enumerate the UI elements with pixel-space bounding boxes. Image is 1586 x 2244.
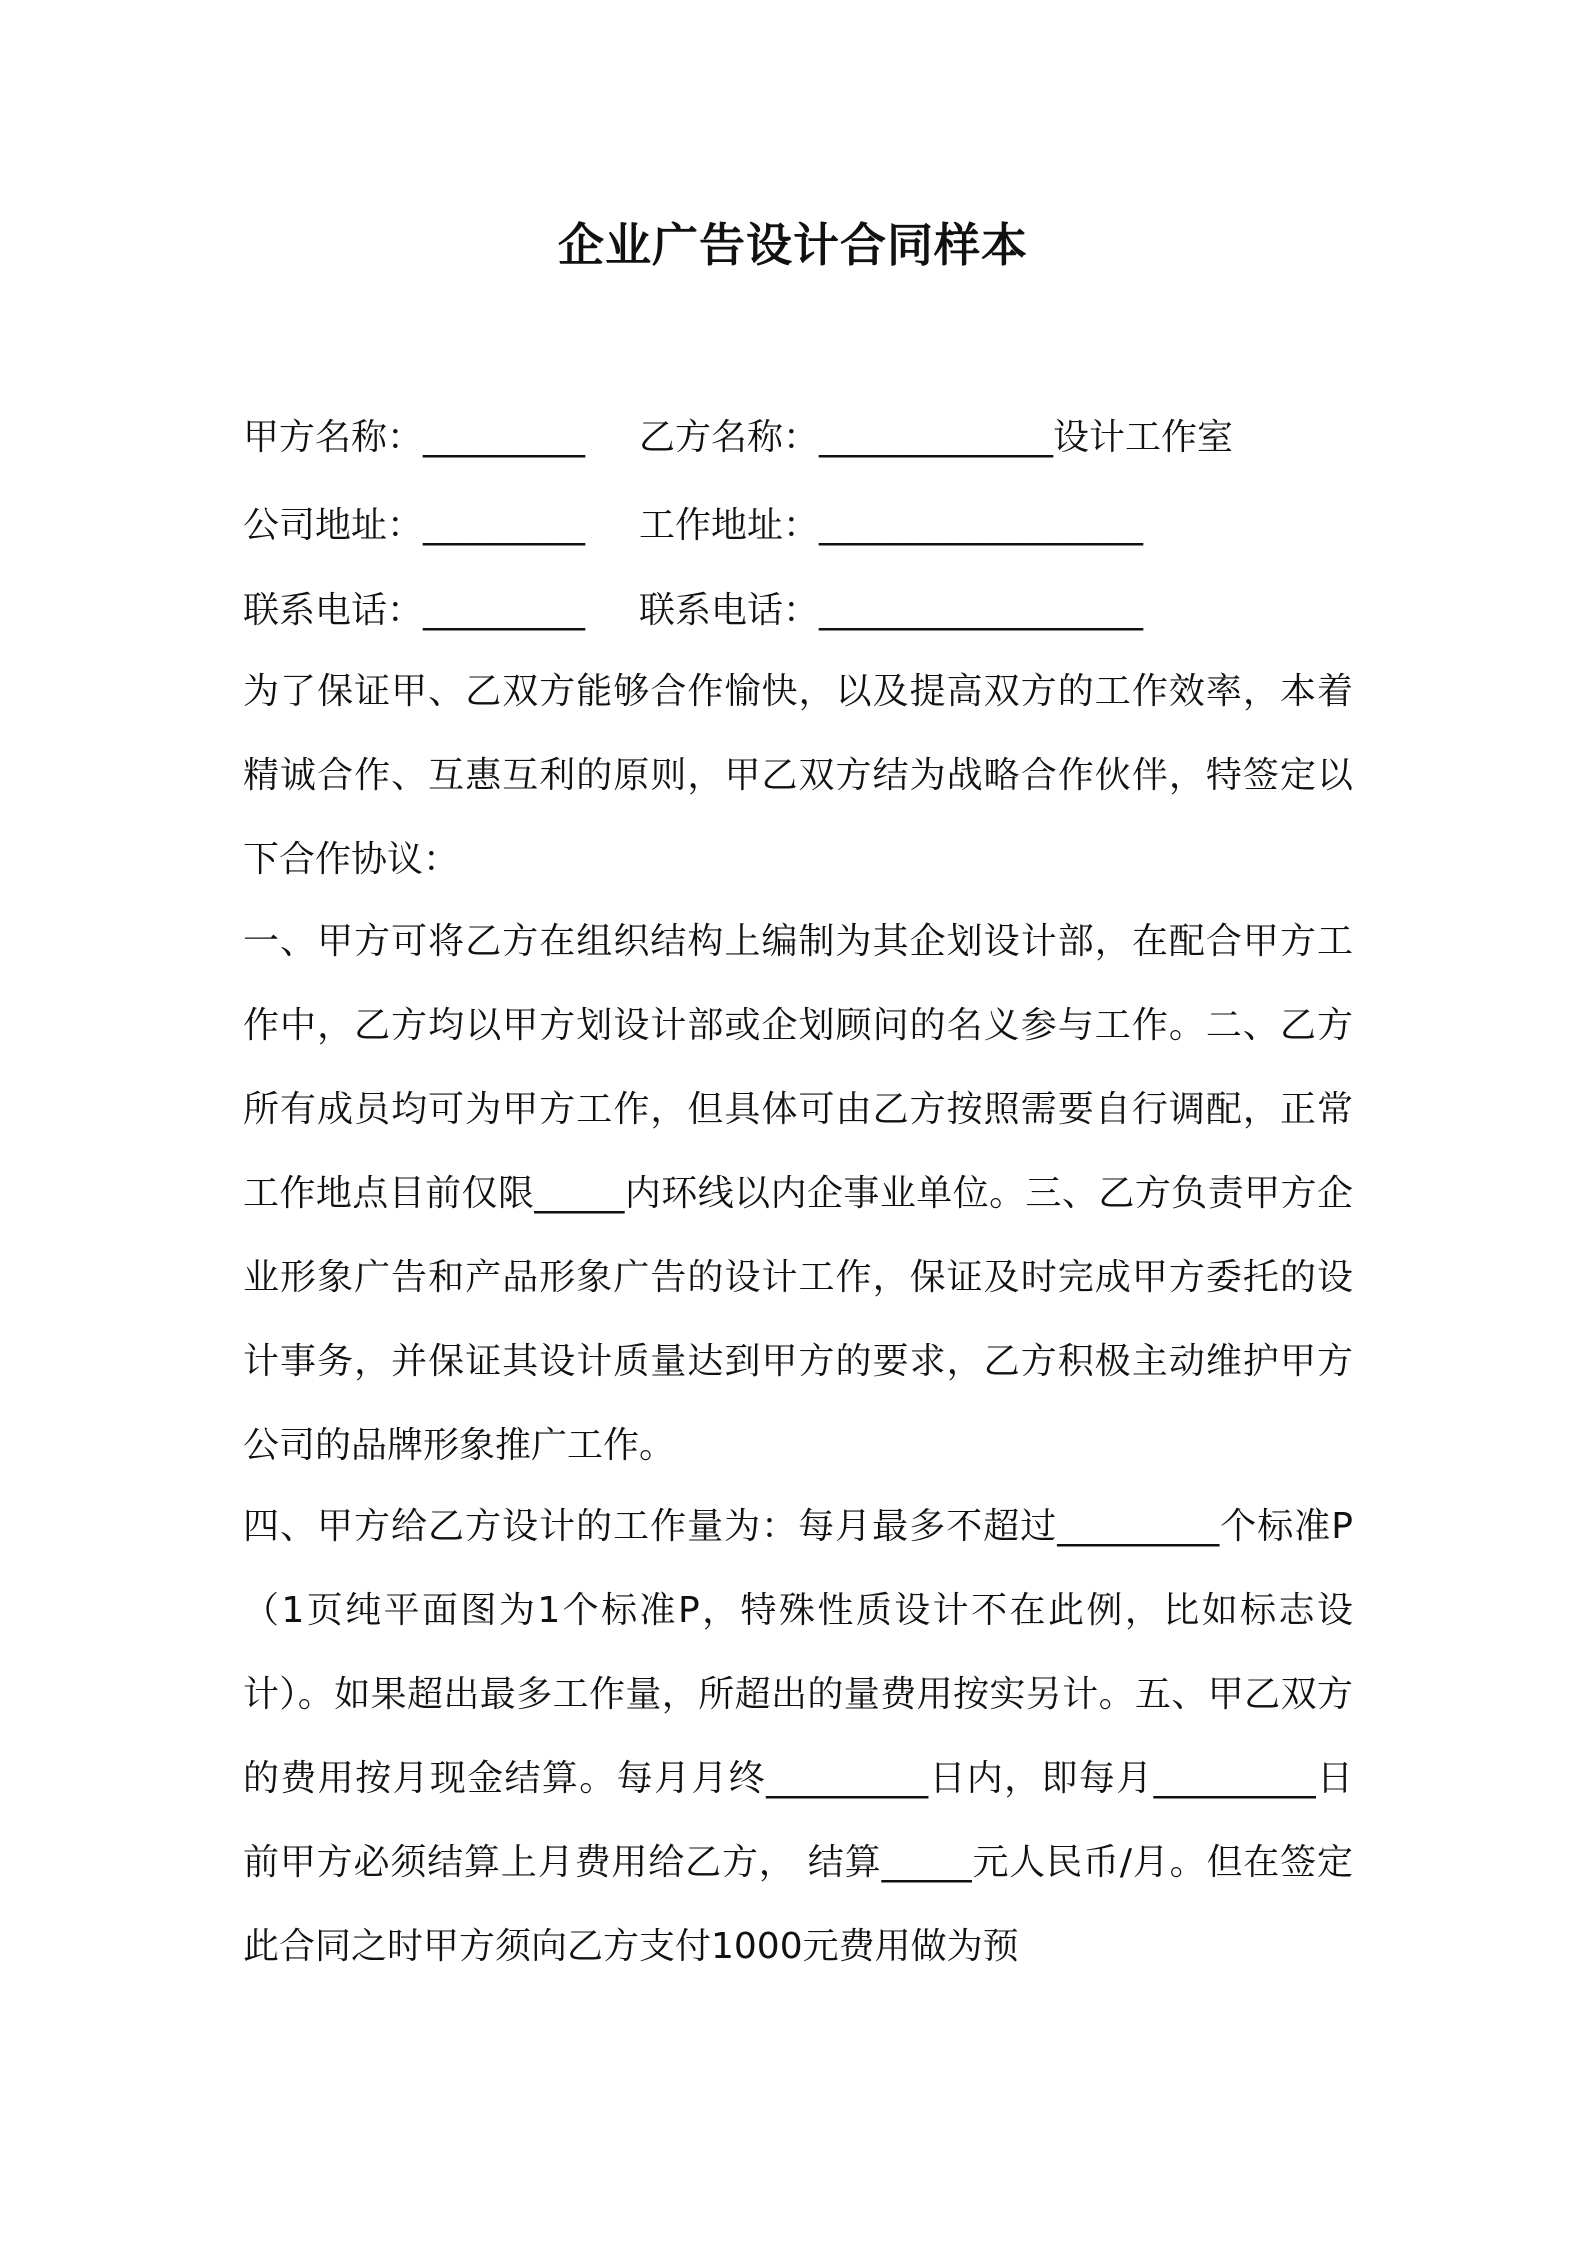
work-address: 工作地址：__________________ [639, 505, 1144, 546]
phone-party-a: 联系电话：_________ [243, 590, 586, 631]
intro-paragraph [243, 650, 1353, 902]
company-address: 公司地址：_________ [243, 505, 586, 546]
clauses-one-to-three-text: 一、甲方可将乙方在组织结构上编制为其企划设计部，在配合甲方工作中，乙方均以甲方划设计部或企划顾问的名义参与工作。二、乙方所有成员均可为甲方工作，但具体可由乙方按照需要自行调配，正常工作地点目前仅限_____内环线以内企事业单位。三、乙方负责甲方企业形象广告和产品形象广告的设计工作，保证及时完成甲方委托的设计事务，并保证其设计质量达到甲方的要求，乙方积极主动维护甲方公司的品牌形象推广工作。 [243, 921, 1353, 1466]
clauses-four-five-text: 四、甲方给乙方设计的工作量为：每月最多不超过_________个标准P（1页纯平面图为1个标准P，特殊性质设计不在此例，比如标志设计）。如果超出最多工作量，所超出的量费用按实另计。五、甲乙双方的费用按月现金结算。每月月终_________日内，即每月_________日前甲方必须结算上月费用给乙方， 结算_____元人民币/月。但在签定此合同之时甲方须向乙方支付1000元费用做为预 [243, 1506, 1353, 1967]
clauses-one-to-three [243, 900, 1353, 1488]
party-b-name: 乙方名称：_____________设计工作室 [639, 417, 1234, 458]
clauses-four-five [243, 1485, 1353, 1989]
party-a-name: 甲方名称：_________ [243, 417, 586, 458]
document-title: 企业广告设计合同样本 [558, 218, 1028, 272]
phone-party-b: 联系电话：__________________ [639, 590, 1144, 631]
intro-text: 为了保证甲、乙双方能够合作愉快，以及提高双方的工作效率，本着精诚合作、互惠互利的原则，甲乙双方结为战略合作伙伴，特签定以下合作协议： [243, 671, 1353, 880]
